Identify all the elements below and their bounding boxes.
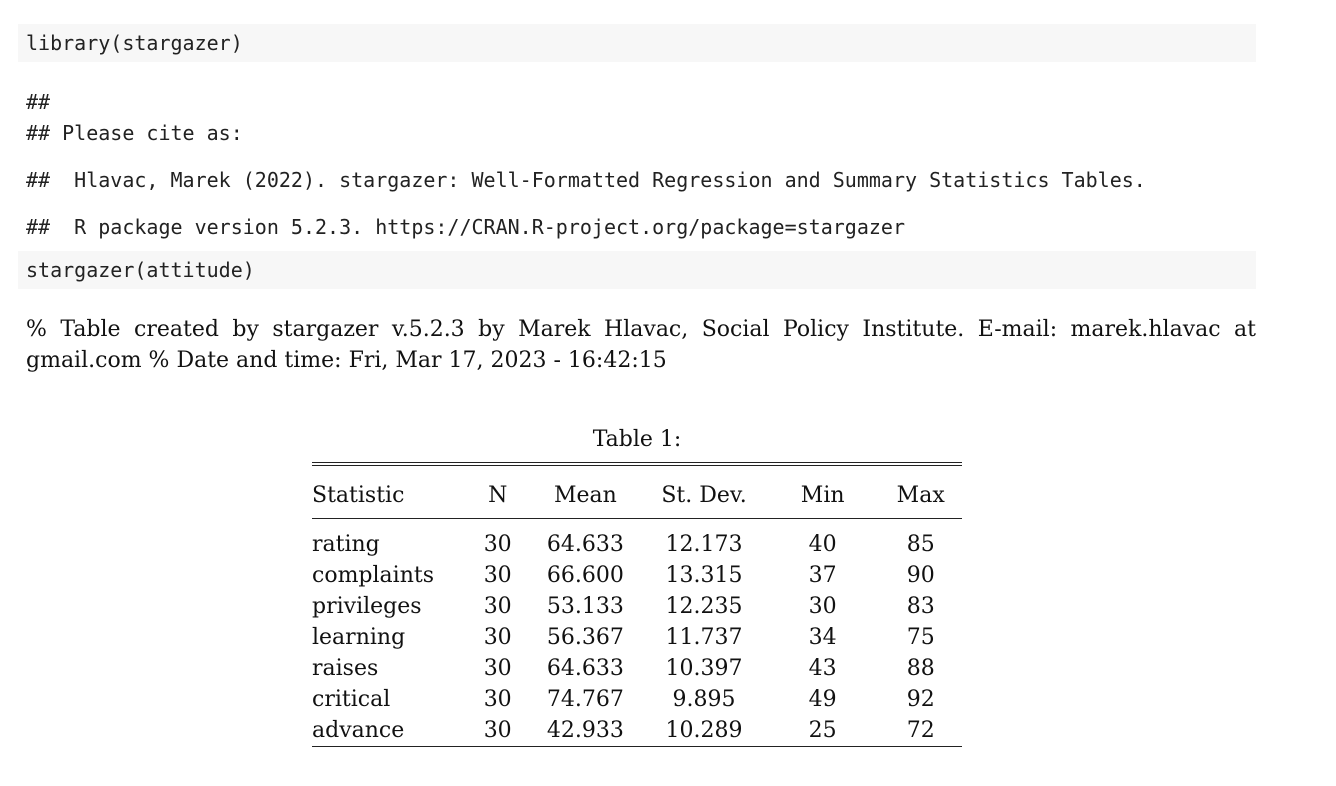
header-min: Min (766, 464, 879, 519)
header-n: N (467, 464, 529, 519)
cell-min: 49 (808, 687, 837, 712)
cell-n: 30 (483, 687, 512, 712)
table-row (312, 715, 962, 747)
table-row (312, 622, 962, 653)
cell-n: 30 (483, 594, 512, 619)
cell-min: 43 (808, 656, 837, 681)
header-max: Max (879, 464, 962, 519)
cell-min: 34 (808, 625, 837, 650)
code-block-library: library(stargazer) (18, 24, 1256, 62)
cell-mean: 42.933 (546, 718, 624, 743)
table-row (312, 684, 962, 715)
cell-min: 37 (808, 563, 837, 588)
table-row (312, 591, 962, 622)
cell-max: 92 (906, 687, 935, 712)
cell-st-dev: 9.895 (672, 687, 736, 712)
cell-statistic: learning (312, 625, 406, 650)
cell-statistic: raises (312, 656, 379, 681)
cell-statistic: privileges (312, 594, 422, 619)
cell-max: 85 (906, 532, 935, 557)
table-header-row (312, 464, 962, 519)
cell-st-dev: 10.289 (665, 718, 743, 743)
cell-max: 83 (906, 594, 935, 619)
output-line-2: ## Please cite as: (26, 121, 243, 145)
cell-st-dev: 11.737 (665, 625, 743, 650)
cell-n: 30 (483, 625, 512, 650)
cell-st-dev: 12.235 (665, 594, 743, 619)
summary-statistics-table (312, 462, 962, 747)
cell-mean: 56.367 (546, 625, 624, 650)
cell-statistic: advance (312, 718, 405, 743)
cell-min: 30 (808, 594, 837, 619)
cell-max: 72 (906, 718, 935, 743)
cell-max: 88 (906, 656, 935, 681)
cell-st-dev: 10.397 (665, 656, 743, 681)
cell-max: 75 (906, 625, 935, 650)
table-row (312, 519, 962, 561)
header-statistic: Statistic (312, 464, 467, 519)
table-row (312, 560, 962, 591)
cell-st-dev: 13.315 (665, 563, 743, 588)
table-row (312, 653, 962, 684)
table-created-note: % Table created by stargazer v.5.2.3 by Marek Hlavac, Social Policy Institute. E-mail: marek.hlavac at gmail.com % Date and time: Fri, Mar 17, 2023 - 16:42:15 (26, 317, 1256, 373)
cell-min: 25 (808, 718, 837, 743)
cell-n: 30 (483, 718, 512, 743)
cell-max: 90 (906, 563, 935, 588)
cell-statistic: complaints (312, 563, 434, 588)
cell-mean: 53.133 (546, 594, 624, 619)
cell-mean: 66.600 (546, 563, 624, 588)
cell-n: 30 (483, 563, 512, 588)
header-st-dev: St. Dev. (642, 464, 766, 519)
output-line-1: ## (26, 90, 51, 114)
cell-st-dev: 12.173 (665, 532, 743, 557)
cell-min: 40 (808, 532, 837, 557)
header-mean: Mean (529, 464, 642, 519)
cell-statistic: rating (312, 532, 380, 557)
output-line-4: ## R package version 5.2.3. https://CRAN.R-project.org/package=stargazer (26, 215, 905, 239)
output-line-3: ## Hlavac, Marek (2022). stargazer: Well-Formatted Regression and Summary Statistics Tables. (26, 168, 1146, 192)
cell-n: 30 (483, 532, 512, 557)
cell-n: 30 (483, 656, 512, 681)
cell-mean: 64.633 (546, 532, 624, 557)
cell-mean: 64.633 (546, 656, 624, 681)
code-block-stargazer: stargazer(attitude) (18, 251, 1256, 289)
cell-mean: 74.767 (546, 687, 624, 712)
cell-statistic: critical (312, 687, 391, 712)
table-caption: Table 1: (592, 427, 682, 452)
